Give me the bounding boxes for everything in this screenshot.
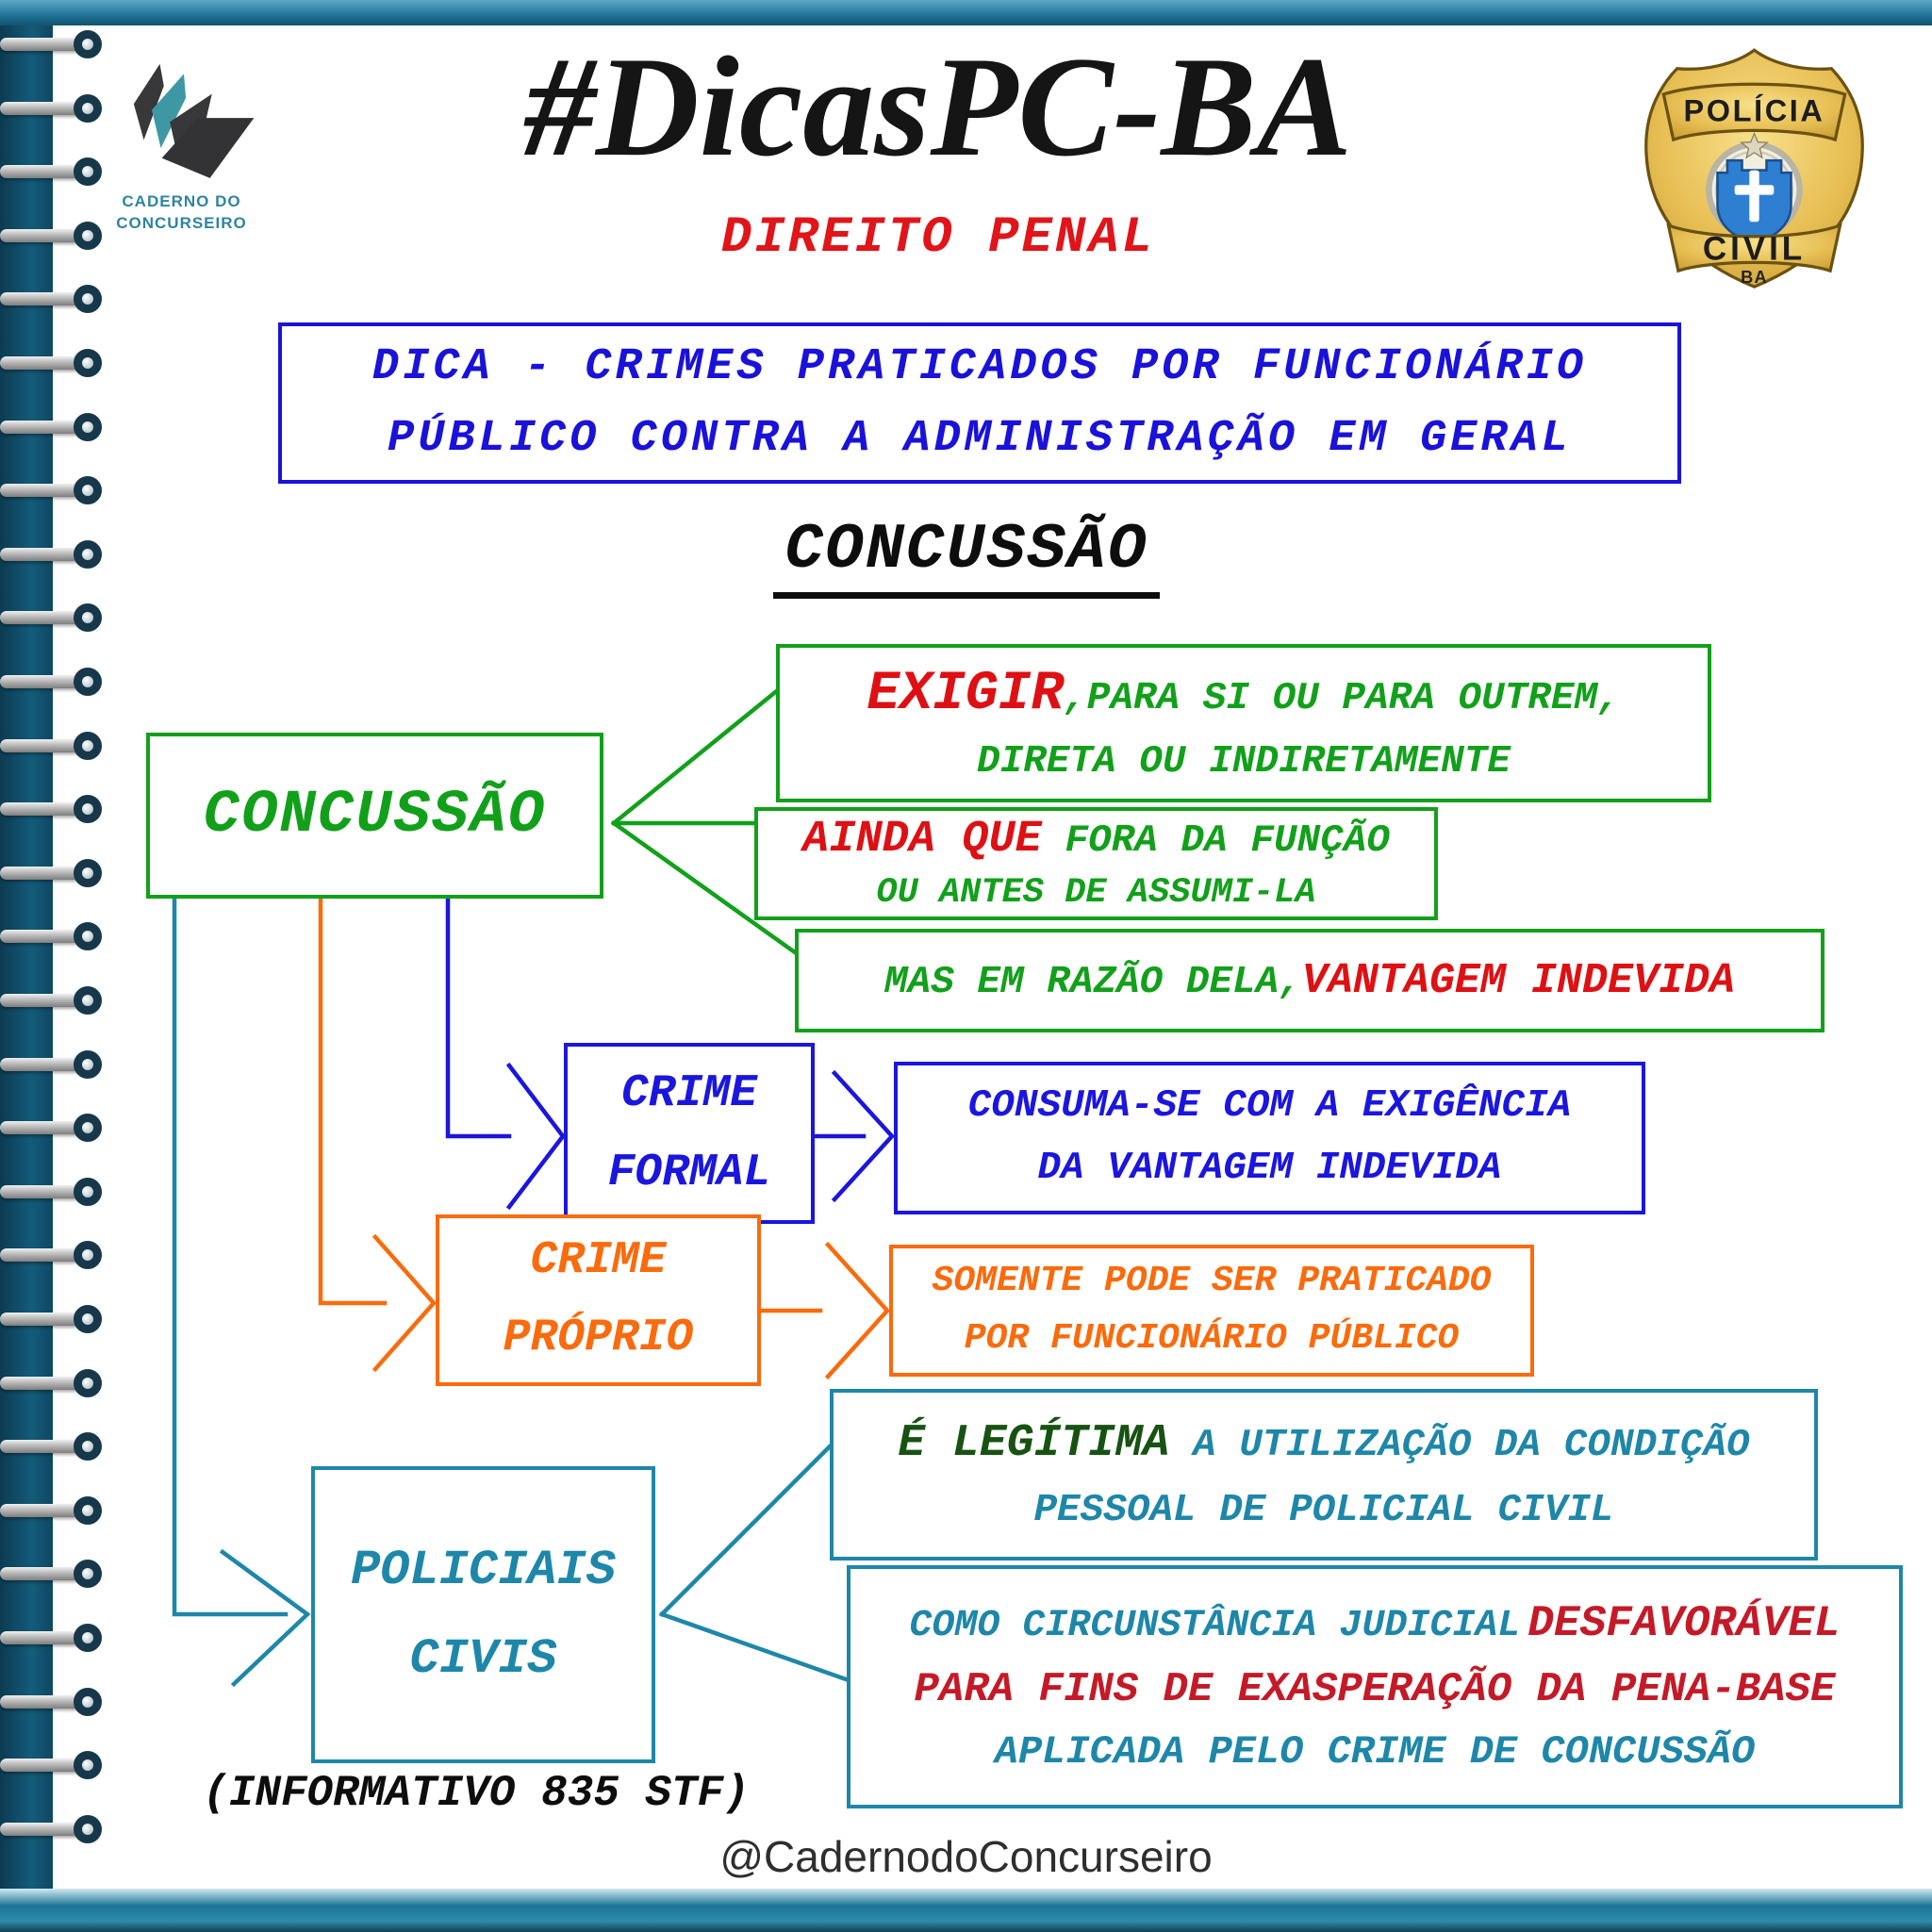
node-somente: [889, 1245, 1534, 1377]
node-consuma-se: [894, 1062, 1645, 1214]
desfavoravel-emphasis: DESFAVORÁVEL: [1527, 1598, 1841, 1648]
policiais-line1: POLICIAIS: [351, 1542, 616, 1598]
policiais-line2: CIVIS: [409, 1630, 557, 1687]
legitima-line2: PESSOAL DE POLICIAL CIVIL: [1033, 1488, 1614, 1532]
node-desfavoravel: [847, 1565, 1903, 1808]
node-mas-em-razao: [795, 929, 1825, 1032]
desfavoravel-line2: PARA FINS DE EXASPERAÇÃO DA PENA-BASE: [914, 1666, 1836, 1713]
notebook-top-edge: [0, 0, 1932, 25]
consuma-line2: DA VANTAGEM INDEVIDA: [1037, 1147, 1502, 1190]
crime-proprio-line1: CRIME: [530, 1235, 667, 1287]
node-crime-formal: [564, 1043, 815, 1224]
badge-bottom-label: CIVIL: [1702, 230, 1807, 268]
node-exigir: [776, 644, 1711, 802]
tip-line2: PÚBLICO CONTRA A ADMINISTRAÇÃO EM GERAL: [388, 413, 1572, 464]
mas-emphasis: VANTAGEM INDEVIDA: [1301, 956, 1735, 1005]
crime-formal-line1: CRIME: [620, 1068, 758, 1119]
source-note: (INFORMATIVO 835 STF): [203, 1769, 750, 1818]
crime-proprio-line2: PRÓPRIO: [503, 1313, 694, 1363]
root-node-concussao: [146, 733, 603, 899]
exigir-emphasis: EXIGIR: [867, 664, 1065, 726]
node-policiais-civis: [311, 1466, 655, 1763]
crime-formal-line2: FORMAL: [607, 1148, 771, 1198]
subject-heading: DIREITO PENAL: [720, 209, 1156, 267]
badge-state-label: BA: [1741, 268, 1768, 288]
node-legitima: [830, 1389, 1818, 1560]
page-title: #DicasPC-BA: [523, 27, 1353, 186]
node-crime-proprio: [436, 1214, 761, 1386]
root-label: CONCUSSÃO: [203, 782, 547, 850]
notebook-bottom-edge: [0, 1889, 1932, 1932]
ainda-line2: OU ANTES DE ASSUMI-LA: [876, 872, 1316, 913]
desfavoravel-lead: COMO CIRCUNSTÂNCIA JUDICIAL: [909, 1604, 1521, 1647]
topic-heading: CONCUSSÃO: [57, 514, 1876, 599]
legitima-emphasis: É LEGÍTIMA: [898, 1417, 1170, 1469]
consuma-line1: CONSUMA-SE COM A EXIGÊNCIA: [967, 1084, 1572, 1129]
brand-line2: CONCURSEIRO: [116, 213, 247, 232]
badge-top-label: POLÍCIA: [1683, 93, 1825, 128]
exigir-rest: ,PARA SI OU PARA OUTREM,: [1064, 677, 1621, 721]
somente-line2: POR FUNCIONÁRIO PÚBLICO: [964, 1318, 1460, 1359]
footer-handle: @CadernodoConcurseiro: [719, 1832, 1213, 1881]
desfavoravel-line3: APLICADA PELO CRIME DE CONCUSSÃO: [994, 1729, 1756, 1775]
mas-lead: MAS EM RAZÃO DELA,: [884, 960, 1302, 1004]
ainda-emphasis: AINDA QUE: [802, 815, 1042, 866]
legitima-rest: A UTILIZAÇÃO DA CONDIÇÃO: [1169, 1423, 1750, 1467]
ainda-rest: FORA DA FUNÇÃO: [1041, 819, 1390, 864]
tip-line1: DICA - CRIMES PRATICADOS POR FUNCIONÁRIO: [372, 342, 1588, 393]
brand-line1: CADERNO DO: [122, 192, 241, 210]
somente-line1: SOMENTE PODE SER PRATICADO: [932, 1261, 1492, 1302]
node-ainda-que: [754, 807, 1438, 920]
exigir-line2: DIRETA OU INDIRETAMENTE: [977, 740, 1511, 784]
